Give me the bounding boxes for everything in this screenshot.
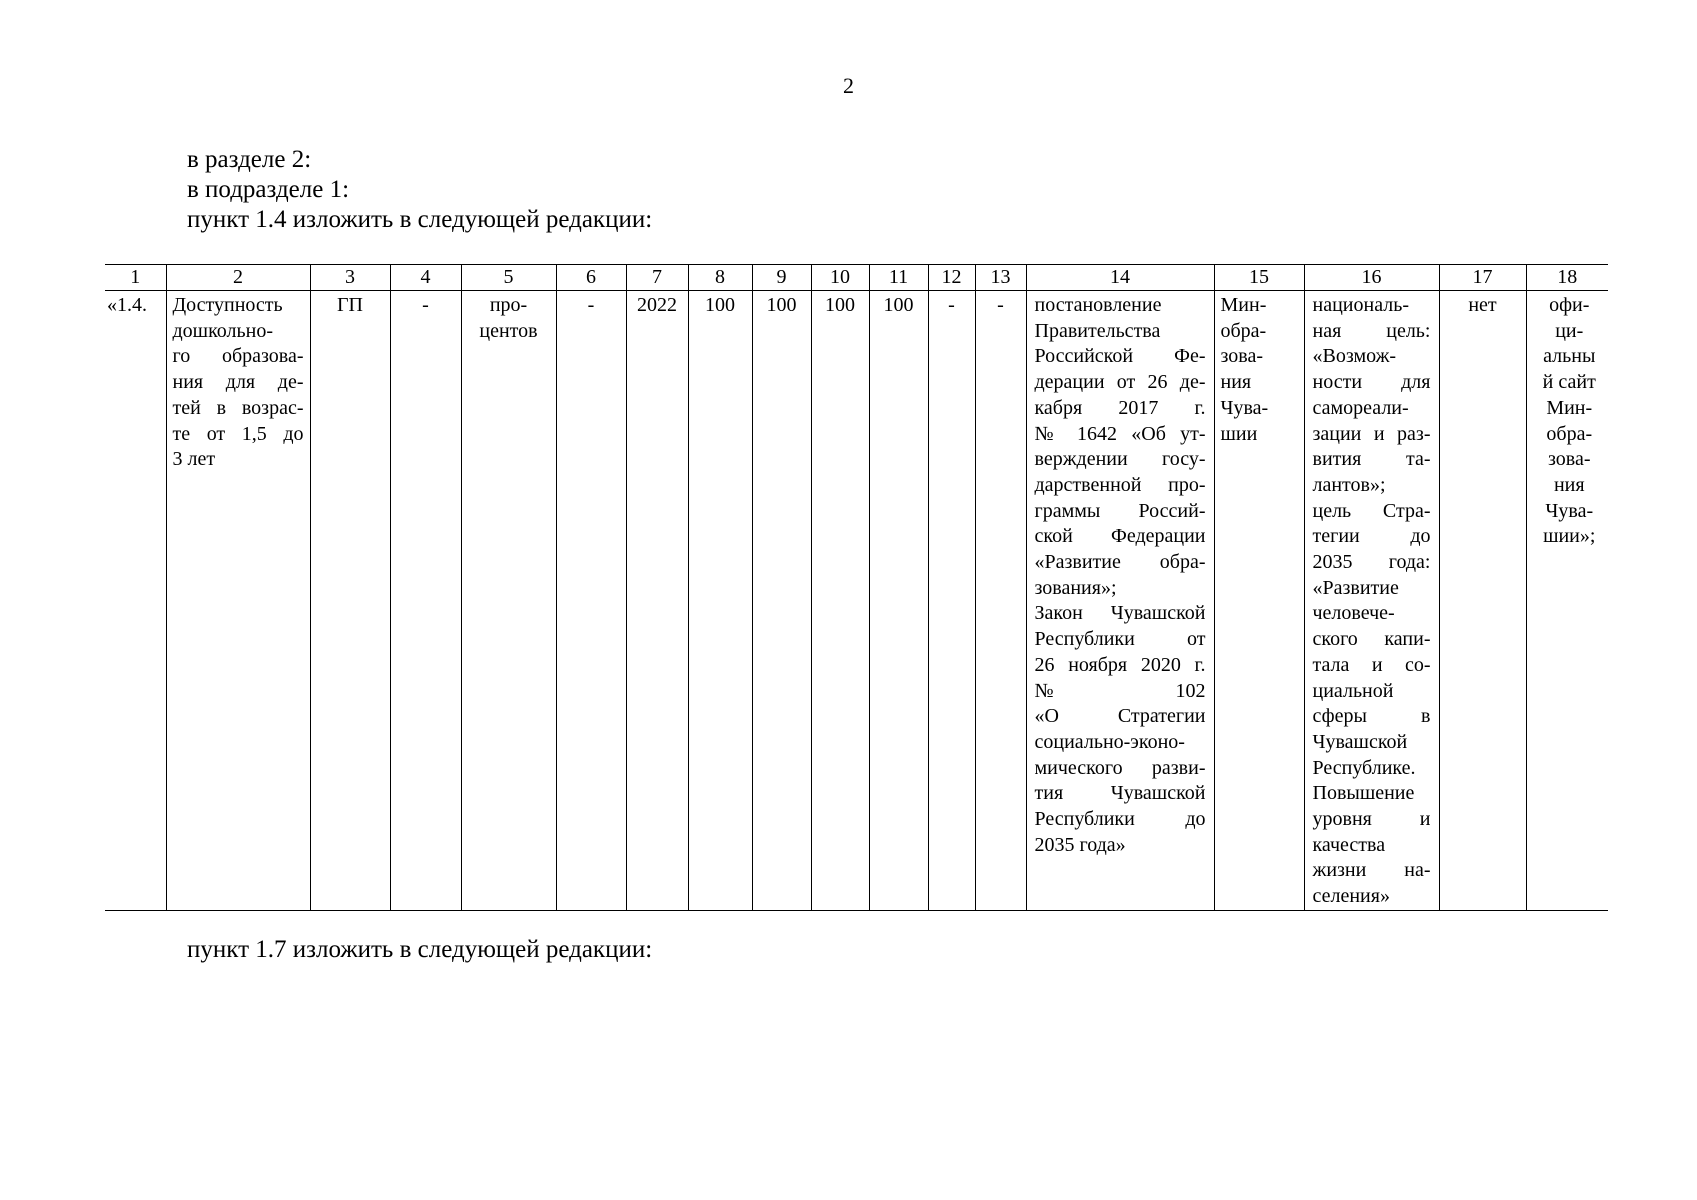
text-line: человече- <box>1312 602 1395 625</box>
text-line: зования»; <box>1034 576 1117 599</box>
cell-value-8: 100 <box>688 291 752 911</box>
header-cell: 7 <box>626 265 688 291</box>
intro-line-section: в разделе 2: <box>187 146 312 173</box>
text-line: про- <box>489 294 528 316</box>
header-cell: 9 <box>752 265 811 291</box>
header-cell: 6 <box>556 265 626 291</box>
text-line: ния <box>1553 473 1585 496</box>
text-line: Чува- <box>1220 396 1269 419</box>
text-line: обра- <box>1546 422 1593 445</box>
table-row <box>105 291 1608 911</box>
text-line: ци- <box>1555 319 1584 342</box>
text-line: офи- <box>1549 294 1590 316</box>
text-line: зации и раз- <box>1312 422 1431 445</box>
intro-line-item: пункт 1.4 изложить в следующей редакции: <box>187 206 653 233</box>
text-line: националь- <box>1312 294 1410 316</box>
cell-value-9: 100 <box>752 291 811 911</box>
text-line: й сайт <box>1542 371 1596 394</box>
text-line: уровня и <box>1312 808 1431 831</box>
header-cell: 1 <box>105 265 166 291</box>
cell-value-10: 100 <box>811 291 869 911</box>
text-line: № 1642 «Об ут- <box>1034 422 1206 445</box>
text-line: тала и со- <box>1312 653 1431 676</box>
text-line: обра- <box>1220 319 1267 342</box>
cell-responsible <box>1214 291 1304 911</box>
text-line: шии <box>1220 422 1258 445</box>
text-line: Мин- <box>1546 396 1593 419</box>
outro-line: пункт 1.7 изложить в следующей редакции: <box>187 936 653 963</box>
cell-legal-basis <box>1026 291 1214 911</box>
cell-indicator-name <box>166 291 310 911</box>
header-cell: 2 <box>166 265 310 291</box>
text-line: 26 ноября 2020 г. <box>1034 653 1206 676</box>
indicator-name-lines <box>173 293 304 473</box>
text-line: дошкольно- <box>172 319 273 342</box>
text-line: ния <box>1220 371 1252 394</box>
cell-col4: - <box>390 291 461 911</box>
goal-lines <box>1313 293 1431 910</box>
cell-item-number: «1.4. <box>105 291 166 911</box>
text-line: Правительства <box>1034 319 1161 342</box>
text-line: Республике. <box>1312 756 1416 779</box>
text-line: ской Федерации <box>1034 525 1206 548</box>
cell-type: ГП <box>310 291 390 911</box>
header-cell: 18 <box>1526 265 1608 291</box>
text-line: Доступность <box>172 294 283 316</box>
text-line: «Развитие обра- <box>1034 551 1206 574</box>
text-line: тегии до <box>1312 525 1431 548</box>
header-cell: 14 <box>1026 265 1214 291</box>
intro-block <box>187 145 652 235</box>
text-line: 2035 года» <box>1034 833 1126 856</box>
text-line: 3 лет <box>172 448 216 471</box>
text-line: жизни на- <box>1312 859 1431 882</box>
text-line: шии»; <box>1543 525 1596 548</box>
cell-col6: - <box>556 291 626 911</box>
text-line: го образова- <box>172 345 304 368</box>
text-line: верждении госу- <box>1034 448 1206 471</box>
header-cell: 12 <box>928 265 975 291</box>
text-line: сферы в <box>1312 705 1431 728</box>
text-line: Республики до <box>1034 808 1206 831</box>
text-line: ского капи- <box>1312 628 1431 651</box>
text-line: Повышение <box>1312 782 1415 805</box>
indicator-table <box>105 264 1608 911</box>
text-line: те от 1,5 до <box>172 422 304 445</box>
text-line: Чувашской <box>1312 730 1408 753</box>
text-line: ности для <box>1312 371 1431 394</box>
text-line: альны <box>1543 345 1596 368</box>
text-line: 2035 года: <box>1312 551 1431 574</box>
header-cell: 3 <box>310 265 390 291</box>
cell-source <box>1526 291 1608 911</box>
text-line: зова- <box>1548 448 1591 471</box>
text-line: зова- <box>1220 345 1263 368</box>
text-line: качества <box>1312 833 1386 856</box>
header-cell: 13 <box>975 265 1026 291</box>
text-line: социально-эконо- <box>1034 730 1185 753</box>
text-line: ная цель: <box>1312 319 1431 342</box>
header-cell: 17 <box>1439 265 1526 291</box>
text-line: центов <box>479 319 538 342</box>
source-lines <box>1535 293 1605 550</box>
header-cell: 8 <box>688 265 752 291</box>
header-cell: 5 <box>461 265 556 291</box>
text-line: № 102 <box>1034 679 1206 702</box>
header-cell: 11 <box>869 265 928 291</box>
page-number: 2 <box>843 73 854 98</box>
responsible-lines <box>1221 293 1298 447</box>
cell-col17: нет <box>1439 291 1526 911</box>
cell-value-11: 100 <box>869 291 928 911</box>
header-cell: 4 <box>390 265 461 291</box>
header-cell: 16 <box>1304 265 1439 291</box>
cell-year: 2022 <box>626 291 688 911</box>
cell-col13: - <box>975 291 1026 911</box>
header-cell: 10 <box>811 265 869 291</box>
header-cell: 15 <box>1214 265 1304 291</box>
text-line: «О Стратегии <box>1034 705 1206 728</box>
cell-goal <box>1304 291 1439 911</box>
text-line: кабря 2017 г. <box>1034 396 1206 419</box>
text-line: «Возмож- <box>1312 345 1397 368</box>
text-line: тия Чувашской <box>1034 782 1206 805</box>
text-line: селения» <box>1312 885 1390 908</box>
cell-col12: - <box>928 291 975 911</box>
text-line: самореали- <box>1312 396 1409 419</box>
text-line: вития та- <box>1312 448 1431 471</box>
text-line: лантов»; <box>1312 473 1386 496</box>
text-line: Закон Чувашской <box>1034 602 1206 625</box>
table-header-row <box>105 265 1608 291</box>
text-line: Республики от <box>1034 628 1206 651</box>
text-line: «Развитие <box>1312 576 1399 599</box>
text-line: циальной <box>1312 679 1394 702</box>
legal-basis-lines <box>1035 293 1206 858</box>
unit-lines <box>468 293 550 344</box>
text-line: цель Стра- <box>1312 499 1431 522</box>
text-line: тей в возрас- <box>172 396 304 419</box>
text-line: Российской Фе- <box>1034 345 1206 368</box>
text-line: Мин- <box>1220 294 1267 316</box>
intro-line-subsection: в подразделе 1: <box>187 176 350 203</box>
text-line: Чува- <box>1545 499 1594 522</box>
text-line: постановление <box>1034 294 1162 316</box>
text-line: граммы Россий- <box>1034 499 1206 522</box>
text-line: дерации от 26 де- <box>1034 371 1206 394</box>
cell-unit <box>461 291 556 911</box>
text-line: мического разви- <box>1034 756 1206 779</box>
text-line: дарственной про- <box>1034 473 1206 496</box>
text-line: ния для де- <box>172 371 304 394</box>
